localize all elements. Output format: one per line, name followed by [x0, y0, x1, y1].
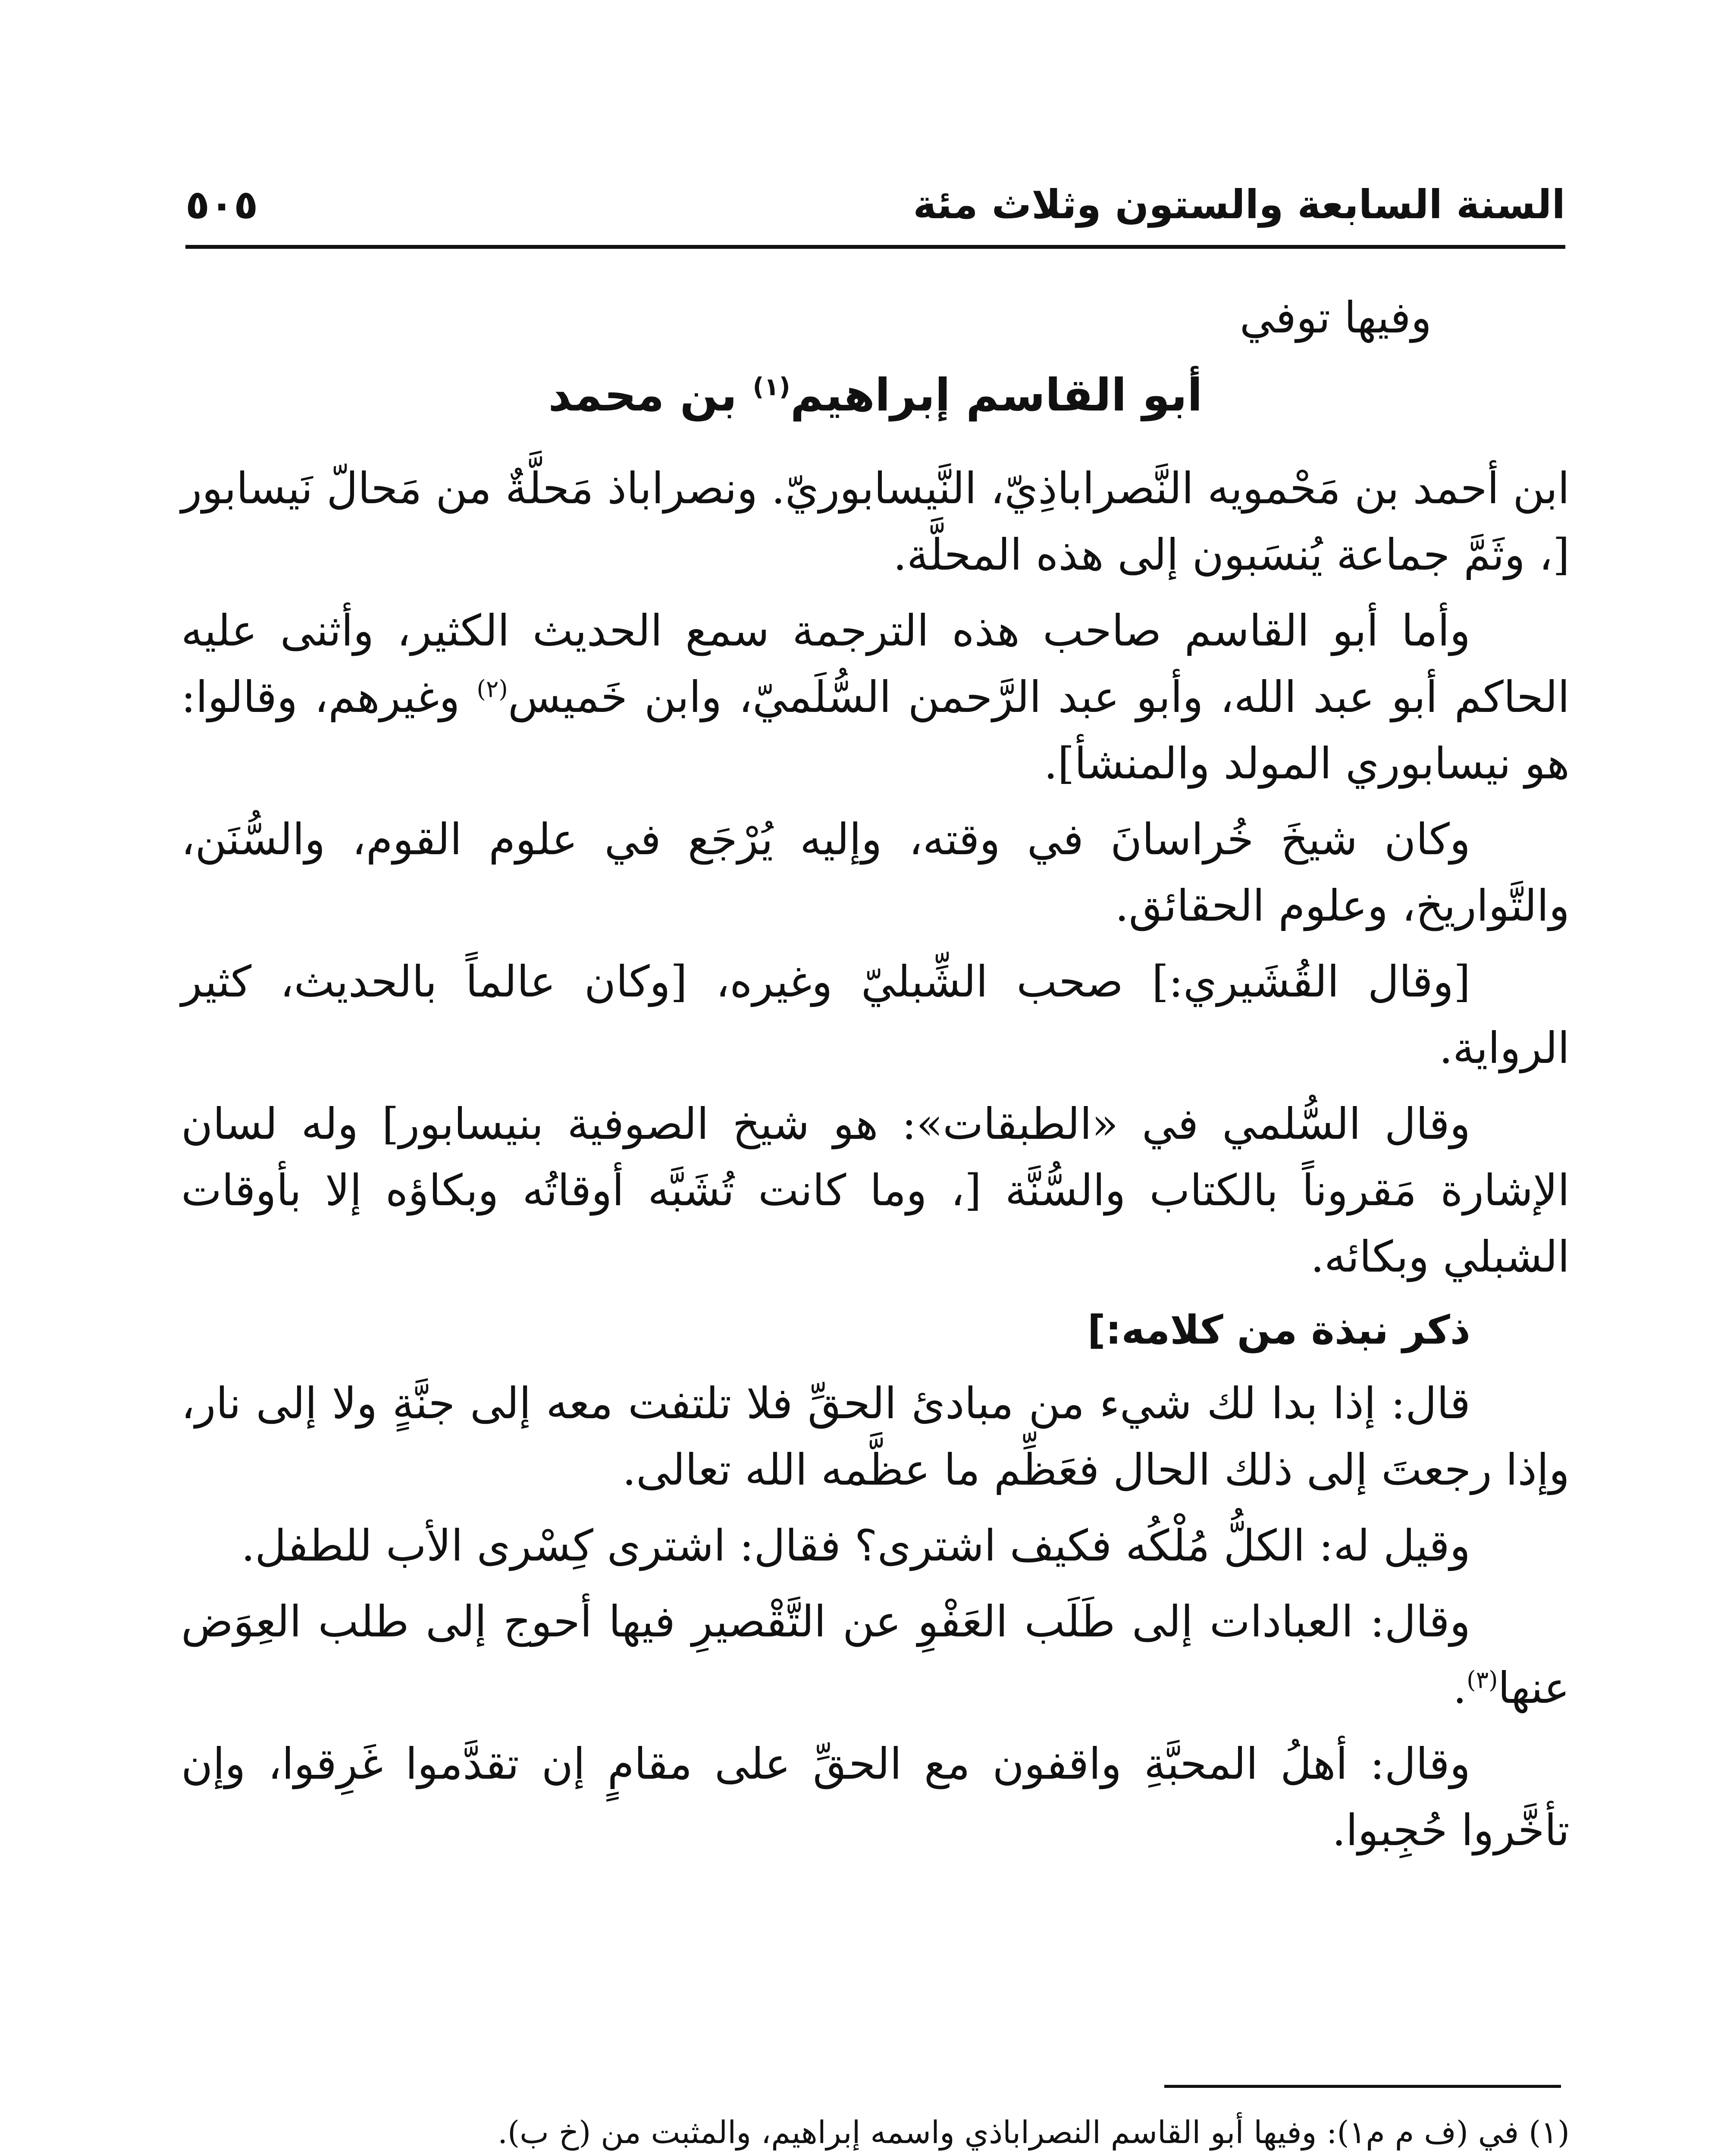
- paragraph-5: وقال السُّلمي في «الطبقات»: هو شيخ الصوفية بنيسابور] وله لسان الإشارة مَقروناً بالكتاب والسُّنَّة [، وما كانت تُشَبَّه أوقاتُه وبكاؤه إلا بأوقات الشبلي وبكائه.: [181, 1099, 1570, 1282]
- running-header: [185, 175, 1565, 235]
- paragraph-8-text-end: .: [1453, 1662, 1467, 1713]
- paragraph-1: ابن أحمد بن مَحْمويه النَّصراباذِيّ، النَّيسابوريّ. ونصراباذ مَحلَّةٌ من مَحالّ نَيسابور [، وثَمَّ جماعة يُنسَبون إلى هذه المحلَّة.: [181, 463, 1570, 580]
- entry-heading: [181, 360, 1570, 429]
- paragraph-2-text-end: وغيرهم، وقالوا: هو نيسابوري المولد والمنشأ].: [181, 672, 1570, 789]
- footnote-1: [164, 2109, 1570, 2156]
- footnote-ref-3: (٣): [1467, 1666, 1498, 1694]
- section-subheading: ذكر نبذة من كلامه:]: [1087, 1307, 1470, 1354]
- running-title: السنة السابعة والستون وثلاث مئة: [913, 182, 1565, 228]
- paragraph-7: وقيل له: الكلُّ مُلْكُه فكيف اشترى؟ فقال: اشترى كِسْرى الأب للطفل.: [241, 1520, 1470, 1571]
- footnote-1-text: في (ف م م١): وفيها أبو القاسم النصراباذي واسمه إبراهيم، والمثبت من (خ ب).: [498, 2114, 1519, 2150]
- main-text: [181, 285, 1570, 1873]
- footnote-1-mark: (١): [1529, 2114, 1570, 2150]
- paragraph-3: وكان شيخَ خُراسانَ في وقته، وإليه يُرْجَع في علوم القوم، والسُّنَن، والتَّواريخ، وعلوم الحقائق.: [181, 814, 1570, 931]
- paragraph-2-text: وأما أبو القاسم صاحب هذه الترجمة سمع الحديث الكثير، وأثنى عليه الحاكم أبو عبد الله، وأبو عبد الرَّحمن السُّلَميّ، وابن خَميس: [181, 605, 1570, 723]
- paragraph-2: [181, 598, 1570, 797]
- heading-text: أبو القاسم إبراهيم: [790, 369, 1203, 421]
- paragraph-8: [181, 1589, 1570, 1721]
- paragraph-6: قال: إذا بدا لك شيء من مبادئ الحقِّ فلا تلتفت معه إلى جنَّةٍ ولا إلى نار، وإذا رجعتَ إلى ذلك الحال فعَظِّم ما عظَّمه الله تعالى.: [181, 1378, 1570, 1495]
- heading-text-end: بن محمد: [548, 369, 753, 421]
- footnote-ref-2: (٢): [476, 675, 508, 703]
- header-rule: [185, 245, 1565, 249]
- paragraph-9: وقال: أهلُ المحبَّةِ واقفون مع الحقِّ على مقامٍ إن تقدَّموا غَرِقوا، وإن تأخَّروا حُجِبوا.: [181, 1738, 1570, 1855]
- page-number: ٥٠٥: [185, 182, 258, 228]
- paragraph-4: [وقال القُشَيري:] صحب الشِّبليّ وغيره، [وكان عالماً بالحديث، كثير الرواية.: [181, 956, 1570, 1074]
- opening-line: وفيها توفي: [1239, 292, 1432, 343]
- footnotes: [164, 2109, 1570, 2156]
- footnote-ref-1: (١): [752, 373, 790, 401]
- paragraph-8-text: وقال: العبادات إلى طَلَب العَفْوِ عن التَّقْصيرِ فيها أحوج إلى طلب العِوَض عنها: [181, 1596, 1570, 1713]
- footnote-rule: [1164, 2085, 1561, 2088]
